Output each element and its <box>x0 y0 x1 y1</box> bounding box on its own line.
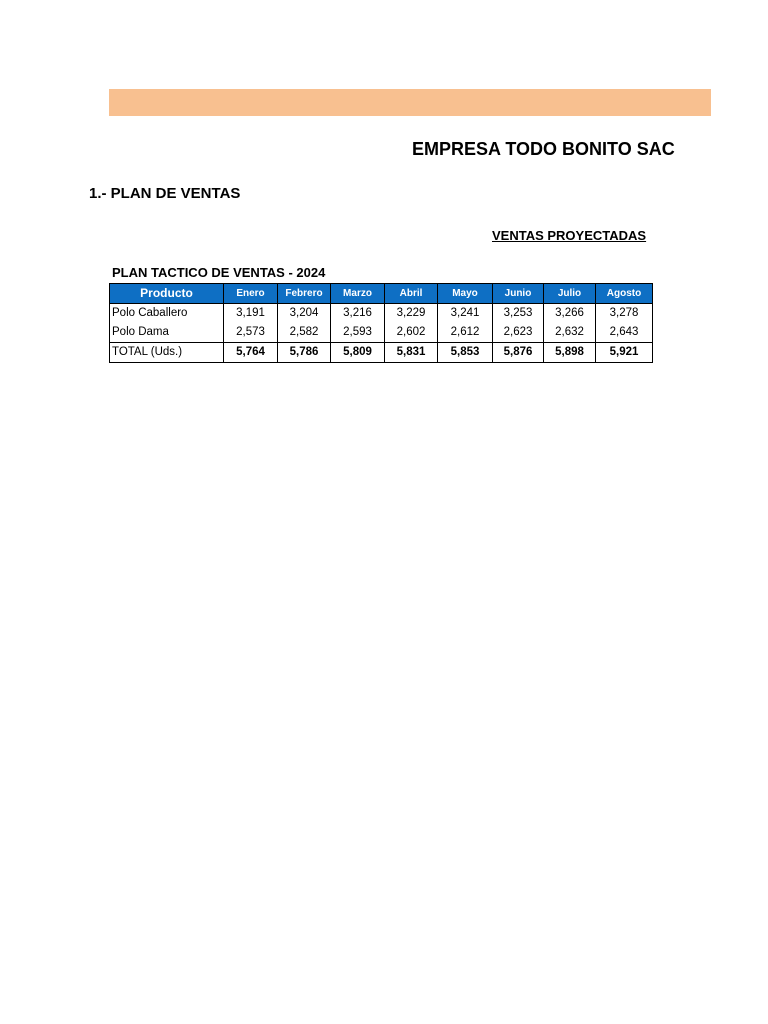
header-month: Agosto <box>596 284 653 304</box>
total-value: 5,876 <box>493 343 544 363</box>
total-row <box>110 343 653 363</box>
cell-value: 2,602 <box>385 323 438 343</box>
cell-value: 3,191 <box>224 304 278 324</box>
total-value: 5,921 <box>596 343 653 363</box>
header-month: Abril <box>385 284 438 304</box>
cell-value: 2,612 <box>438 323 493 343</box>
header-month: Enero <box>224 284 278 304</box>
cell-value: 3,216 <box>331 304 385 324</box>
cell-value: 3,229 <box>385 304 438 324</box>
cell-value: 3,204 <box>278 304 331 324</box>
total-value: 5,764 <box>224 343 278 363</box>
cell-value: 3,241 <box>438 304 493 324</box>
company-title: EMPRESA TODO BONITO SAC <box>412 139 675 159</box>
table-header-row <box>110 284 653 304</box>
cell-value: 2,632 <box>544 323 596 343</box>
cell-value: 2,573 <box>224 323 278 343</box>
section-heading: 1.- PLAN DE VENTAS <box>89 185 241 202</box>
total-value: 5,809 <box>331 343 385 363</box>
ventas-proyectadas-label: VENTAS PROYECTADAS <box>492 228 647 243</box>
cell-value: 2,623 <box>493 323 544 343</box>
header-month: Mayo <box>438 284 493 304</box>
top-color-band <box>109 89 711 116</box>
row-label: Polo Dama <box>110 323 224 343</box>
table-title: PLAN TACTICO DE VENTAS - 2024 <box>112 265 326 280</box>
header-month: Junio <box>493 284 544 304</box>
total-value: 5,831 <box>385 343 438 363</box>
row-label: Polo Caballero <box>110 304 224 324</box>
cell-value: 2,643 <box>596 323 653 343</box>
header-month: Febrero <box>278 284 331 304</box>
table-row <box>110 323 653 343</box>
cell-value: 3,266 <box>544 304 596 324</box>
sales-plan-table <box>109 283 653 363</box>
total-label: TOTAL (Uds.) <box>110 343 224 363</box>
header-month: Marzo <box>331 284 385 304</box>
header-producto: Producto <box>110 284 224 304</box>
total-value: 5,898 <box>544 343 596 363</box>
cell-value: 2,593 <box>331 323 385 343</box>
total-value: 5,786 <box>278 343 331 363</box>
table-row <box>110 304 653 324</box>
header-month: Julio <box>544 284 596 304</box>
cell-value: 3,253 <box>493 304 544 324</box>
total-value: 5,853 <box>438 343 493 363</box>
cell-value: 2,582 <box>278 323 331 343</box>
cell-value: 3,278 <box>596 304 653 324</box>
